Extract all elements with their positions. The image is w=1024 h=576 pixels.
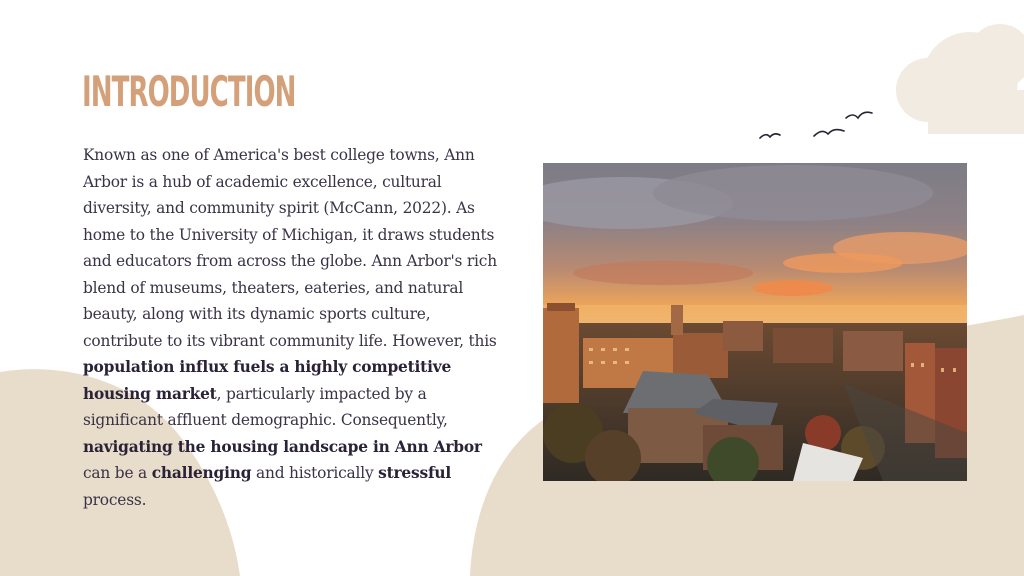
- emphasis-text: challenging: [151, 464, 252, 482]
- emphasis-text: stressful: [378, 464, 452, 482]
- birds-group: [750, 100, 880, 150]
- bird-icon: [814, 130, 844, 136]
- paragraph-text: can be a: [83, 464, 152, 482]
- intro-paragraph: [83, 142, 503, 513]
- bird-icon: [760, 134, 780, 138]
- slide-title: INTRODUCTION: [82, 67, 296, 116]
- paragraph-text: Known as one of America's best college towns, Ann Arbor is a hub of academic excellence, cultural diversity, and community spirit (McCann, 2022). As home to the University of Michigan, it draws students and educators from across the globe. Ann Arbor's rich blend of museums, theaters, eateries, and natural beauty, along with its dynamic sports culture, contribute to its vibrant community life. However, this: [83, 146, 497, 350]
- cloud-icon: [890, 18, 1024, 138]
- paragraph-text: process.: [83, 490, 147, 509]
- bird-icon: [846, 112, 872, 118]
- emphasis-text: navigating the housing landscape in Ann Arbor: [83, 437, 482, 456]
- emphasis-text: population influx fuels a highly competitive housing market: [83, 358, 452, 403]
- city-sunset-photo: [543, 163, 967, 481]
- paragraph-text: and historically: [251, 464, 379, 482]
- paragraph-text: , particularly impacted by a significant affluent demographic. Consequently,: [83, 384, 448, 429]
